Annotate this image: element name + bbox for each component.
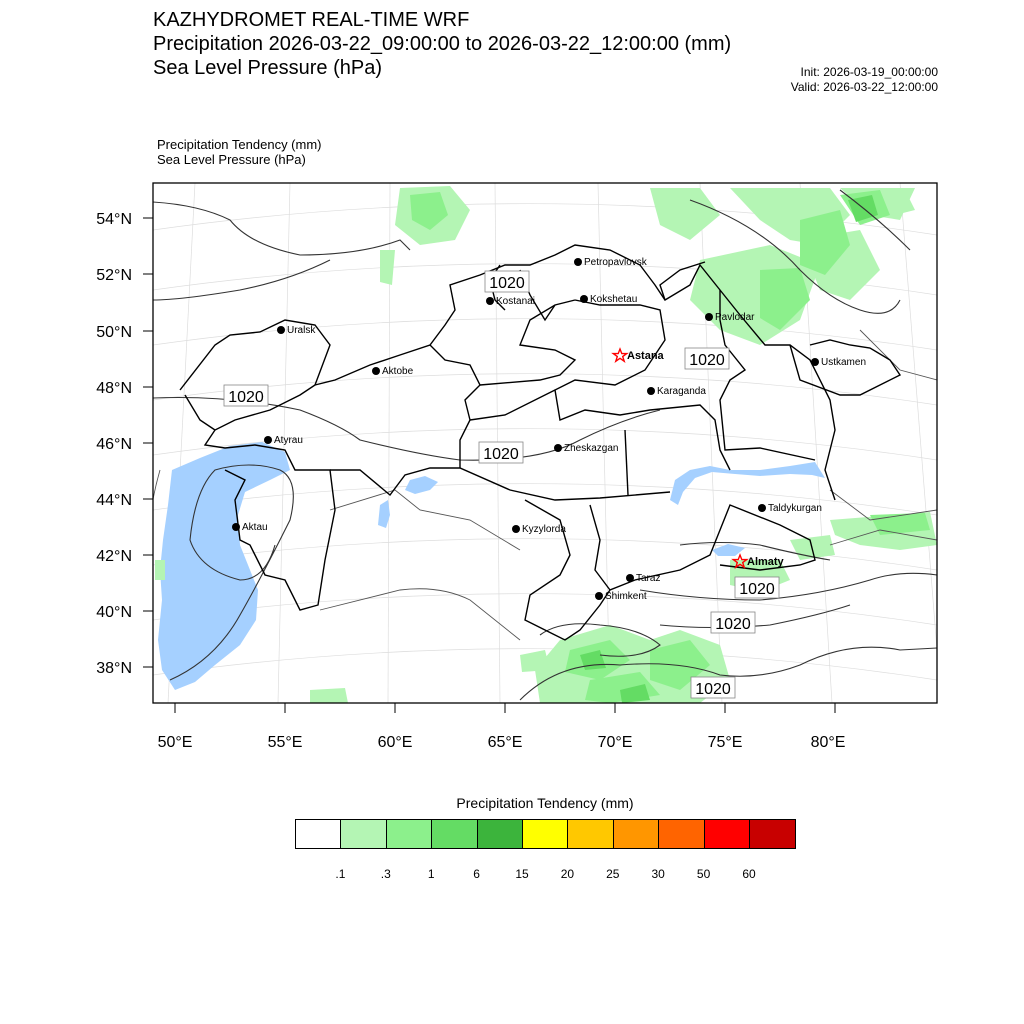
lat-label: 52°N xyxy=(96,267,132,284)
svg-text:Zheskazgan: Zheskazgan xyxy=(564,443,619,454)
valid-time: Valid: 2026-03-22_12:00:00 xyxy=(790,80,938,94)
lat-label: 50°N xyxy=(96,324,132,341)
svg-text:Ustkamen: Ustkamen xyxy=(821,357,867,368)
init-time: Init: 2026-03-19_00:00:00 xyxy=(800,65,938,79)
city-marker-uralsk xyxy=(277,325,316,336)
svg-text:Shimkent: Shimkent xyxy=(605,591,647,602)
isobar-label xyxy=(685,348,729,369)
colorbar-box xyxy=(432,820,477,848)
colorbar-label: 20 xyxy=(560,867,575,881)
lat-label: 40°N xyxy=(96,604,132,621)
svg-text:Atyrau: Atyrau xyxy=(274,435,303,446)
lon-label: 80°E xyxy=(810,734,846,751)
city-marker-petropavlovsk xyxy=(574,257,648,268)
city-marker-astana xyxy=(613,349,664,362)
field-label-slp: Sea Level Pressure (hPa) xyxy=(157,152,306,167)
city-marker-ustkamen xyxy=(811,357,866,368)
isobar-label xyxy=(485,271,529,292)
field-label-precip: Precipitation Tendency (mm) xyxy=(157,137,322,152)
colorbar-label: 60 xyxy=(742,867,756,881)
svg-text:Karaganda: Karaganda xyxy=(657,386,706,397)
colorbar xyxy=(295,819,796,849)
colorbar-box xyxy=(750,820,795,848)
city-marker-kyzylorda xyxy=(512,524,566,535)
city-marker-taldykurgan xyxy=(758,503,822,514)
svg-text:1020: 1020 xyxy=(715,616,751,633)
colorbar-box xyxy=(659,820,704,848)
svg-text:Petropavlovsk: Petropavlovsk xyxy=(584,257,647,268)
lat-axis xyxy=(96,211,132,677)
colorbar-box xyxy=(296,820,341,848)
svg-text:1020: 1020 xyxy=(489,275,525,292)
slp-subtitle: Sea Level Pressure (hPa) xyxy=(153,57,383,79)
lat-label: 38°N xyxy=(96,660,132,677)
legend-title: Precipitation Tendency (mm) xyxy=(456,795,634,811)
colorbar-box xyxy=(341,820,386,848)
svg-text:Kostanai: Kostanai xyxy=(496,296,535,307)
isobar-label xyxy=(735,577,779,598)
lat-label: 44°N xyxy=(96,492,132,509)
lat-label: 42°N xyxy=(96,548,132,565)
lon-axis xyxy=(158,734,846,751)
svg-text:Aktobe: Aktobe xyxy=(382,366,414,377)
svg-text:Almaty: Almaty xyxy=(747,556,784,568)
svg-text:Pavlodar: Pavlodar xyxy=(715,312,755,323)
lat-label: 48°N xyxy=(96,380,132,397)
svg-text:1020: 1020 xyxy=(695,681,731,698)
svg-text:1020: 1020 xyxy=(228,389,264,406)
city-marker-aktobe xyxy=(372,366,414,377)
city-marker-atyrau xyxy=(264,435,303,446)
lon-label: 75°E xyxy=(707,734,743,751)
colorbar-box xyxy=(705,820,750,848)
lon-label: 65°E xyxy=(487,734,523,751)
lat-label: 54°N xyxy=(96,211,132,228)
lon-label: 50°E xyxy=(157,734,193,751)
svg-text:1020: 1020 xyxy=(483,446,519,463)
svg-text:1020: 1020 xyxy=(739,581,775,598)
city-marker-karaganda xyxy=(647,386,706,397)
city-marker-kostanai xyxy=(486,296,535,307)
svg-text:Taraz: Taraz xyxy=(636,573,661,584)
colorbar-label: 1 xyxy=(427,867,435,881)
svg-text:Astana: Astana xyxy=(627,350,664,362)
colorbar-label: .3 xyxy=(380,867,391,881)
svg-text:Aktau: Aktau xyxy=(242,522,268,533)
svg-text:Uralsk: Uralsk xyxy=(287,325,316,336)
aral-sea-north xyxy=(405,476,438,494)
city-marker-taraz xyxy=(626,573,660,584)
map-title: KAZHYDROMET REAL-TIME WRF xyxy=(153,9,470,31)
svg-text:Kokshetau: Kokshetau xyxy=(590,294,638,305)
colorbar-label: 50 xyxy=(696,867,711,881)
lon-label: 55°E xyxy=(267,734,303,751)
svg-text:1020: 1020 xyxy=(689,352,725,369)
isobar-label xyxy=(479,442,523,463)
svg-text:Kyzylorda: Kyzylorda xyxy=(522,524,566,535)
isobar-label xyxy=(691,677,735,698)
colorbar-box xyxy=(523,820,568,848)
isobar-label xyxy=(711,612,755,633)
colorbar-box xyxy=(568,820,613,848)
precip-subtitle: Precipitation 2026-03-22_09:00:00 to 2026-03-22_12:00:00 (mm) xyxy=(153,33,732,55)
colorbar-label: 6 xyxy=(473,867,480,881)
city-marker-zheskazgan xyxy=(554,443,618,454)
colorbar-label: 30 xyxy=(651,867,665,881)
lon-label: 70°E xyxy=(597,734,633,751)
colorbar-box xyxy=(478,820,523,848)
colorbar-label: 25 xyxy=(606,867,620,881)
colorbar-label: .1 xyxy=(335,867,346,881)
lat-label: 46°N xyxy=(96,436,132,453)
aral-sea-south xyxy=(378,500,390,528)
caspian-sea xyxy=(158,442,290,690)
colorbar-label: 15 xyxy=(515,867,529,881)
lon-label: 60°E xyxy=(377,734,413,751)
colorbar-box xyxy=(387,820,432,848)
isobar-label xyxy=(224,385,268,406)
lake-balkhash xyxy=(670,462,825,505)
colorbar-box xyxy=(614,820,659,848)
svg-text:Taldykurgan: Taldykurgan xyxy=(768,503,822,514)
